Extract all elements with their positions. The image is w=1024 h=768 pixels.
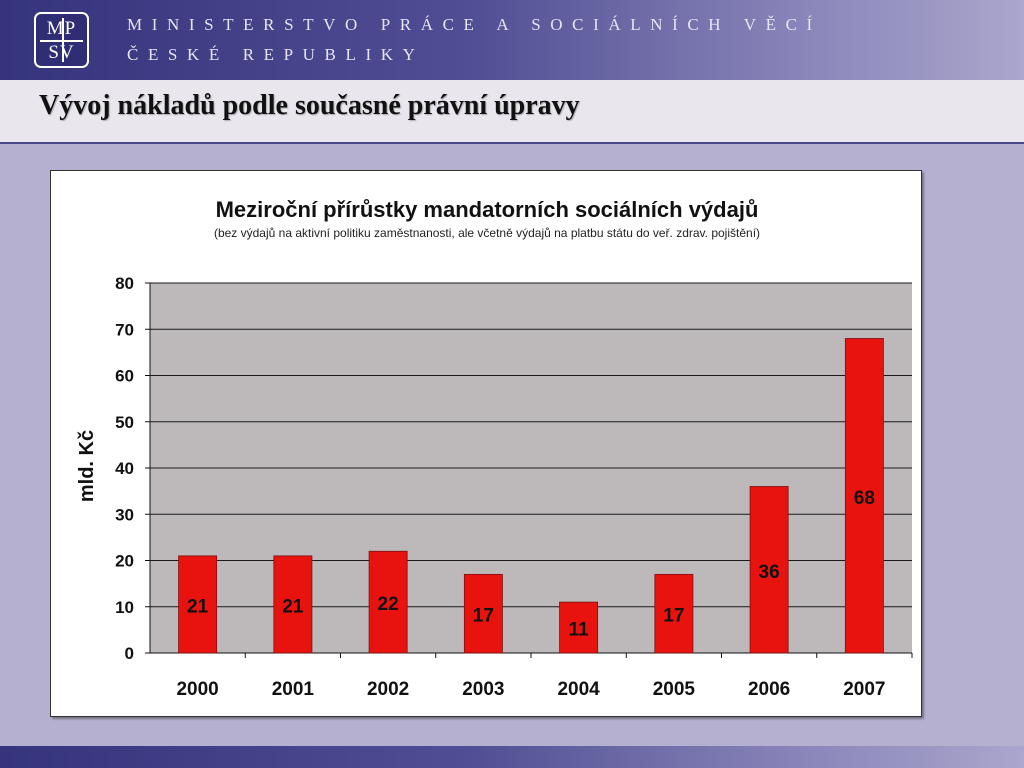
data-label: 21 [282,596,304,618]
chart-title: Meziroční přírůstky mandatorních sociálních výdajů [215,197,759,222]
ministry-name-line1: MINISTERSTVO PRÁCE A SOCIÁLNÍCH VĚCÍ [127,15,822,34]
bar-chart [51,171,921,716]
logo-text-bottom: SV [48,42,75,63]
y-tick-label: 20 [115,551,134,571]
x-tick-label: 2000 [176,679,219,700]
y-tick-label: 40 [115,459,134,478]
data-label: 22 [377,594,399,616]
header-band [0,0,1024,80]
slide-title: Vývoj nákladů podle současné právní úpravy [39,90,580,121]
x-tick-label: 2003 [462,679,505,700]
footer-band [0,746,1024,768]
data-label: 36 [758,561,780,583]
y-axis-label: mld. Kč [76,429,98,503]
chart-subtitle: (bez výdajů na aktivní politiku zaměstnanosti, ale včetně výdajů na platbu státu do veř. zdrav. pojištění) [213,226,761,240]
mpsv-logo [34,12,89,68]
plot-area [115,274,912,700]
x-tick-label: 2005 [652,679,696,700]
data-label: 17 [472,605,494,627]
data-label: 21 [187,596,209,618]
data-label: 68 [853,487,875,509]
y-tick-label: 50 [115,412,134,432]
x-tick-label: 2004 [557,679,600,700]
x-tick-label: 2006 [747,679,791,700]
y-tick-label: 70 [115,320,134,340]
ministry-name-line2: ČESKÉ REPUBLIKY [127,45,425,64]
logo-text-top: MP [46,18,77,39]
x-tick-label: 2007 [843,679,886,700]
y-tick-label: 0 [124,644,134,663]
y-tick-label: 10 [115,597,134,617]
y-tick-label: 30 [115,505,134,525]
chart-panel [50,170,922,717]
data-label: 17 [663,605,685,627]
y-tick-label: 60 [115,366,134,386]
y-tick-label: 80 [115,274,134,293]
x-tick-label: 2001 [271,679,315,700]
x-tick-label: 2002 [366,679,410,700]
data-label: 11 [568,619,589,641]
